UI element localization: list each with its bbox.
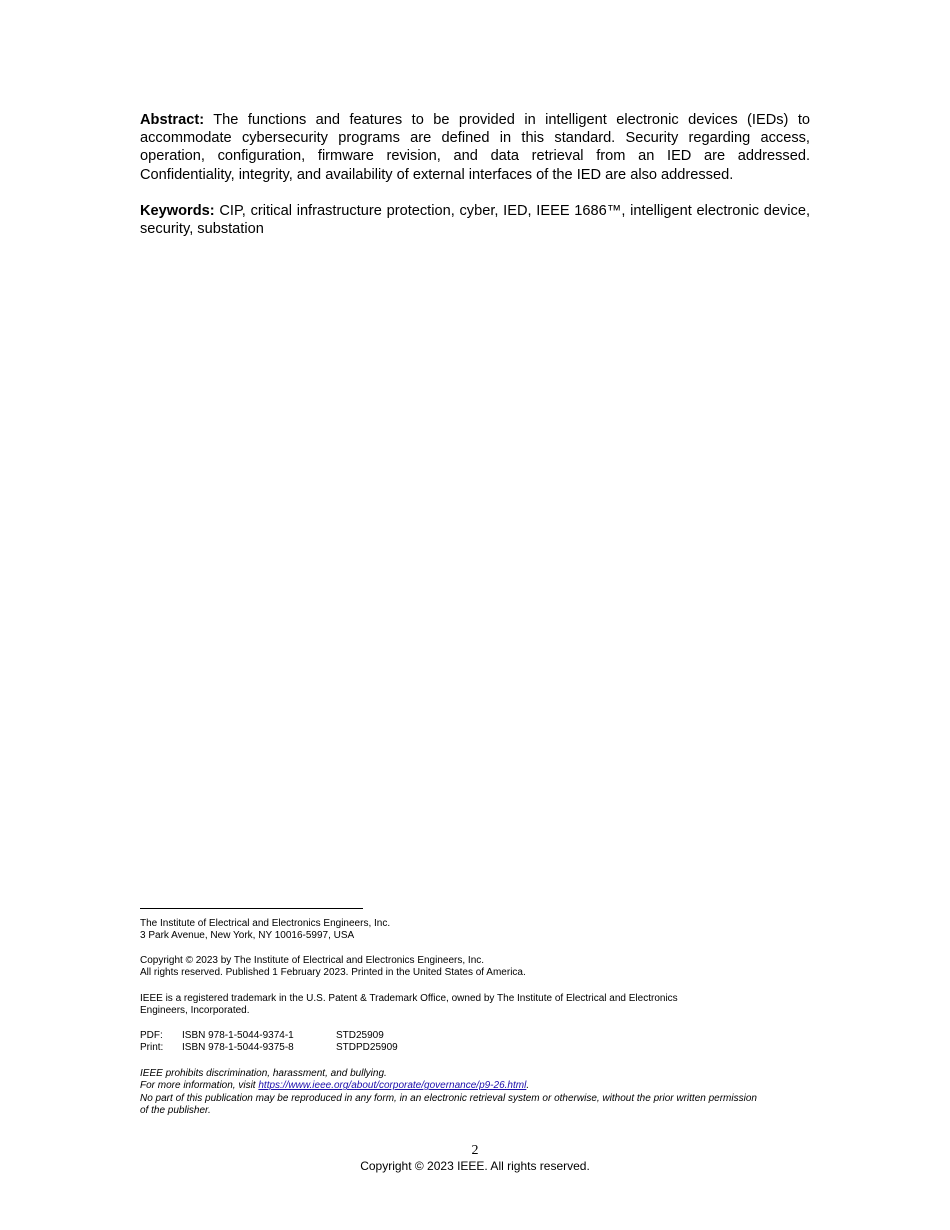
publisher-address: 3 Park Avenue, New York, NY 10016-5997, USA bbox=[140, 930, 355, 942]
page-number: 2 bbox=[471, 1143, 479, 1158]
legal-line-4: of the publisher. bbox=[140, 1104, 211, 1116]
publisher-info bbox=[140, 918, 812, 943]
legal-line-2-suffix: . bbox=[526, 1080, 530, 1092]
abstract-paragraph bbox=[140, 111, 810, 184]
keywords-label: Keywords: bbox=[140, 203, 215, 219]
publisher-name: The Institute of Electrical and Electronics Engineers, Inc. bbox=[140, 918, 391, 929]
abstract-label: Abstract: bbox=[140, 112, 205, 128]
footer-copyright: Copyright © 2023 IEEE. All rights reserved. bbox=[360, 1159, 590, 1173]
isbn-row-print bbox=[140, 1042, 398, 1054]
isbn-table bbox=[140, 1030, 398, 1055]
isbn-format: PDF: bbox=[140, 1030, 163, 1041]
abstract-text: The functions and features to be provided in intelligent electronic devices (IEDs) to accommodate cybersecurity programs are defined in this standard. Security regarding access, operation, configuration, firmware revision, and data retrieval from an IED are addressed. Confidentiality, integrity, and availability of external interfaces of the IED are also addressed. bbox=[140, 112, 811, 183]
isbn-number: ISBN 978-1-5044-9375-8 bbox=[182, 1042, 294, 1054]
legal-line-3: No part of this publication may be reproduced in any form, in an electronic retrieval system or otherwise, without the prior written permission bbox=[140, 1092, 757, 1104]
copyright-line-1: Copyright © 2023 by The Institute of Electrical and Electronics Engineers, Inc. bbox=[140, 955, 485, 966]
copyright-line-2: All rights reserved. Published 1 February 2023. Printed in the United States of America. bbox=[140, 967, 526, 979]
trademark-line-2: Engineers, Incorporated. bbox=[140, 1005, 250, 1017]
isbn-number: ISBN 978-1-5044-9374-1 bbox=[182, 1030, 294, 1041]
trademark-notice bbox=[140, 993, 812, 1018]
policy-link[interactable]: https://www.ieee.org/about/corporate/governance/p9-26.html bbox=[258, 1080, 527, 1092]
footnote-divider bbox=[140, 908, 363, 909]
legal-line-2 bbox=[140, 1080, 812, 1092]
isbn-std-code: STD25909 bbox=[336, 1030, 384, 1041]
legal-notice bbox=[140, 1068, 812, 1117]
copyright-notice bbox=[140, 955, 812, 980]
legal-line-2-prefix: For more information, visit bbox=[140, 1080, 259, 1092]
trademark-line-1: IEEE is a registered trademark in the U.S. Patent & Trademark Office, owned by The Institute of Electrical and Electronics bbox=[140, 993, 678, 1004]
keywords-text: CIP, critical infrastructure protection, cyber, IED, IEEE 1686™, intelligent electronic device, security, substation bbox=[140, 203, 810, 238]
isbn-row-pdf bbox=[140, 1030, 398, 1042]
legal-line-1: IEEE prohibits discrimination, harassment, and bullying. bbox=[140, 1068, 387, 1079]
isbn-std-code: STDPD25909 bbox=[336, 1042, 398, 1054]
keywords-paragraph bbox=[140, 202, 810, 238]
isbn-format: Print: bbox=[140, 1042, 164, 1054]
